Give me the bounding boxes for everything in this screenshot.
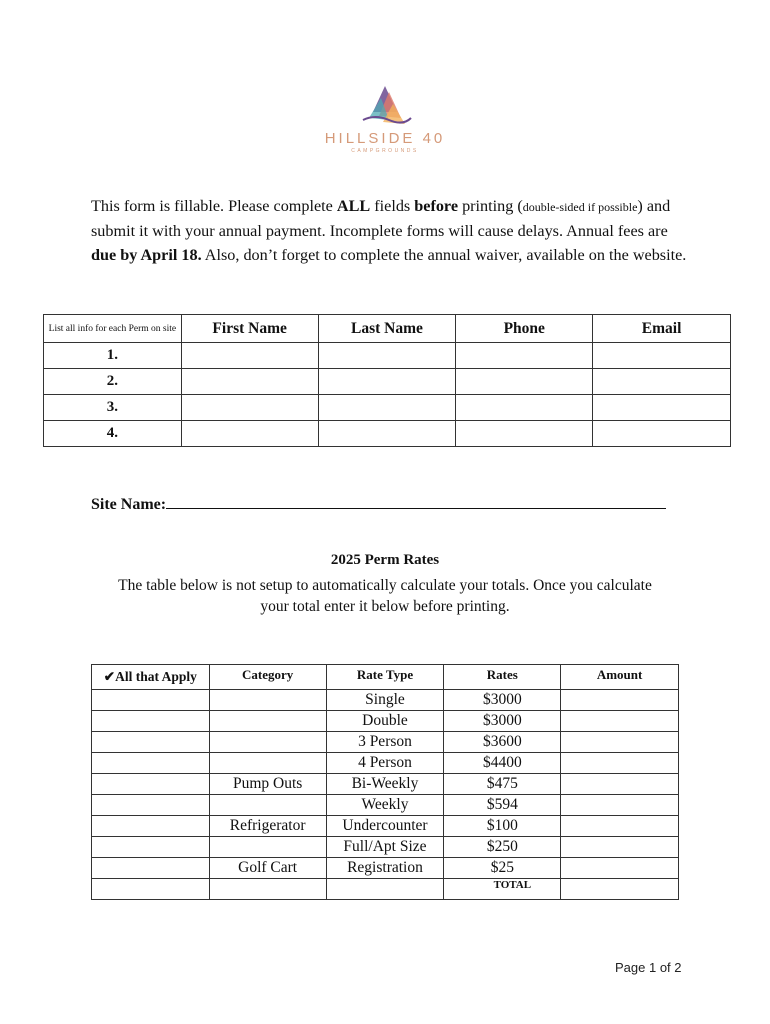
- phone-field[interactable]: [456, 421, 593, 447]
- rate-cell: $3000: [444, 711, 561, 732]
- last-name-field[interactable]: [318, 421, 456, 447]
- rates-title: 2025 Perm Rates: [330, 552, 440, 568]
- category-cell: [209, 711, 326, 732]
- header-category: Category: [209, 665, 326, 690]
- category-cell: Golf Cart: [209, 858, 326, 879]
- last-name-field[interactable]: [318, 343, 456, 369]
- header-amount: Amount: [561, 665, 679, 690]
- apply-checkbox-cell[interactable]: [92, 753, 210, 774]
- rate-type-cell: Bi-Weekly: [326, 774, 444, 795]
- email-field[interactable]: [593, 369, 731, 395]
- rate-cell: $594: [444, 795, 561, 816]
- table-row: [92, 774, 679, 795]
- apply-checkbox-cell[interactable]: [92, 711, 210, 732]
- apply-checkbox-cell[interactable]: [92, 732, 210, 753]
- last-name-field[interactable]: [318, 395, 456, 421]
- rate-type-cell: Registration: [326, 858, 444, 879]
- apply-checkbox-cell[interactable]: [92, 858, 210, 879]
- category-cell: Pump Outs: [209, 774, 326, 795]
- intro-paragraph: This form is fillable. Please complete ALL fields before printing (double-sided if possible) and submit it with your annual payment. Incomplete forms will cause delays. Annual fees are due by April 18. Also, don’t forget to complete the annual waiver, available on the website.: [91, 197, 687, 264]
- header-last-name: Last Name: [318, 315, 456, 343]
- table-row: [44, 369, 731, 395]
- rate-cell: $3000: [444, 690, 561, 711]
- rate-type-cell: Double: [326, 711, 444, 732]
- email-field[interactable]: [593, 395, 731, 421]
- hillside-40-logo: [310, 82, 460, 162]
- row-number: 2.: [44, 369, 182, 395]
- category-cell: [209, 879, 326, 900]
- phone-field[interactable]: [456, 369, 593, 395]
- row-number: 3.: [44, 395, 182, 421]
- table-row: [44, 395, 731, 421]
- amount-field[interactable]: [561, 753, 679, 774]
- amount-field[interactable]: [561, 795, 679, 816]
- email-field[interactable]: [593, 343, 731, 369]
- amount-field[interactable]: [561, 711, 679, 732]
- rate-cell: $100: [444, 816, 561, 837]
- rate-type-cell: Single: [326, 690, 444, 711]
- last-name-field[interactable]: [318, 369, 456, 395]
- table-row: [92, 753, 679, 774]
- category-cell: [209, 795, 326, 816]
- phone-field[interactable]: [456, 343, 593, 369]
- table-row: [92, 711, 679, 732]
- amount-field[interactable]: [561, 858, 679, 879]
- total-row: [92, 879, 679, 900]
- rate-type-cell: 4 Person: [326, 753, 444, 774]
- perm-info-table: [43, 314, 731, 447]
- page-number: Page 1 of 2: [615, 960, 682, 975]
- rate-type-cell: Undercounter: [326, 816, 444, 837]
- header-rates: Rates: [444, 665, 561, 690]
- first-name-field[interactable]: [181, 369, 318, 395]
- category-cell: [209, 753, 326, 774]
- header-first-name: First Name: [181, 315, 318, 343]
- campground-emblem-icon: [355, 82, 415, 130]
- header-phone: Phone: [456, 315, 593, 343]
- apply-checkbox-cell[interactable]: [92, 690, 210, 711]
- table-row: [92, 837, 679, 858]
- row-number: 4.: [44, 421, 182, 447]
- rates-description: The table below is not setup to automatically calculate your totals. Once you calculate your total enter it below before printing.: [118, 577, 652, 615]
- amount-field[interactable]: [561, 774, 679, 795]
- table-row: [92, 732, 679, 753]
- total-amount-field[interactable]: [561, 879, 679, 900]
- perm-rates-table: [91, 664, 679, 900]
- amount-field[interactable]: [561, 690, 679, 711]
- rate-type-cell: Full/Apt Size: [326, 837, 444, 858]
- rate-type-cell: Weekly: [326, 795, 444, 816]
- apply-checkbox-cell[interactable]: [92, 837, 210, 858]
- header-email: Email: [593, 315, 731, 343]
- table-row: [92, 795, 679, 816]
- row-number: 1.: [44, 343, 182, 369]
- table-row: [92, 816, 679, 837]
- table-row: [92, 690, 679, 711]
- apply-checkbox-cell[interactable]: [92, 795, 210, 816]
- rate-cell: $250: [444, 837, 561, 858]
- header-rate-type: Rate Type: [326, 665, 444, 690]
- first-name-field[interactable]: [181, 395, 318, 421]
- table-row: [44, 421, 731, 447]
- header-all-that-apply: ✔All that Apply: [92, 665, 210, 690]
- site-name-label: Site Name:: [91, 496, 167, 513]
- rate-cell: $475: [444, 774, 561, 795]
- rate-cell: $25: [444, 858, 561, 879]
- apply-checkbox-cell[interactable]: [92, 816, 210, 837]
- rate-cell: $3600: [444, 732, 561, 753]
- category-cell: Refrigerator: [209, 816, 326, 837]
- apply-checkbox-cell[interactable]: [92, 879, 210, 900]
- category-cell: [209, 837, 326, 858]
- category-cell: [209, 732, 326, 753]
- apply-checkbox-cell[interactable]: [92, 774, 210, 795]
- site-name-field[interactable]: [166, 494, 666, 509]
- first-name-field[interactable]: [181, 421, 318, 447]
- table-row: [92, 858, 679, 879]
- logo-subtitle: CAMPGROUNDS: [351, 148, 419, 154]
- category-cell: [209, 690, 326, 711]
- rate-type-cell: 3 Person: [326, 732, 444, 753]
- logo-name: HILLSIDE 40: [324, 130, 446, 147]
- site-name-row: [91, 494, 666, 514]
- amount-field[interactable]: [561, 837, 679, 858]
- amount-field[interactable]: [561, 732, 679, 753]
- perm-info-note: List all info for each Perm on site: [44, 315, 182, 343]
- phone-field[interactable]: [456, 395, 593, 421]
- total-label: TOTAL: [444, 879, 561, 900]
- first-name-field[interactable]: [181, 343, 318, 369]
- rate-type-cell: [326, 879, 444, 900]
- email-field[interactable]: [593, 421, 731, 447]
- rate-cell: $4400: [444, 753, 561, 774]
- amount-field[interactable]: [561, 816, 679, 837]
- table-row: [44, 343, 731, 369]
